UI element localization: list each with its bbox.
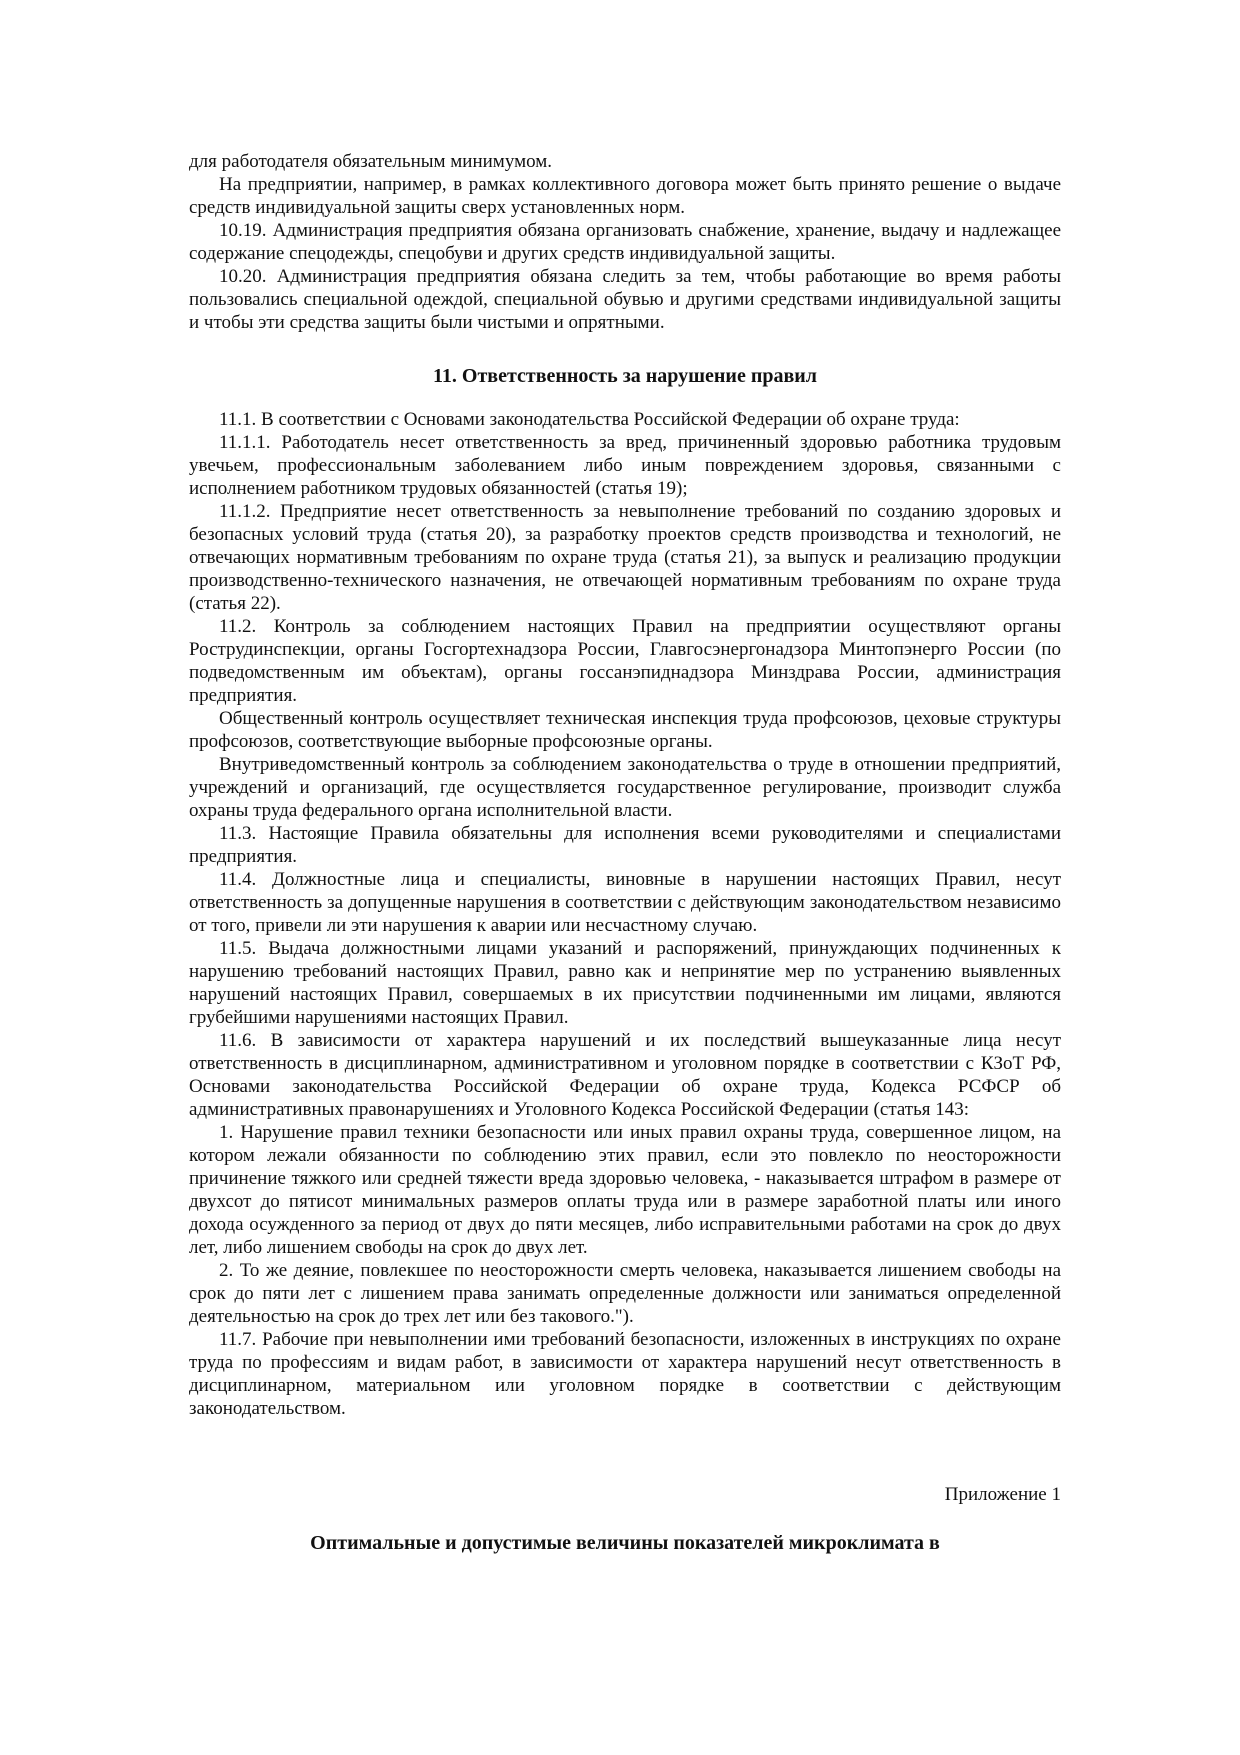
paragraph-article-143-part-2: 2. То же деяние, повлекшее по неосторожности смерть человека, наказывается лишением свободы на срок до пяти лет с лишением права занимать определенные должности или заниматься определенной деятельностью на срок до трех лет или без такового."). (189, 1260, 1061, 1327)
appendix-title: Оптимальные и допустимые величины показателей микроклимата в (310, 1532, 940, 1554)
paragraph-article-143-part-1: 1. Нарушение правил техники безопасности или иных правил охраны труда, совершенное лицом, на котором лежали обязанности по соблюдению этих правил, если это повлекло по неосторожности причинение тяжкого или средней тяжести вреда здоровью человека, - наказывается штрафом в размере от двухсот до пятисот минимальных размеров оплаты труда или в размере заработной платы или иного дохода осужденного за период от двух до пяти месяцев, либо исправительными работами на срок до двух лет, либо лишением свободы на срок до двух лет. (189, 1122, 1061, 1258)
paragraph-11-1: 11.1. В соответствии с Основами законодательства Российской Федерации об охране труда: (219, 409, 960, 430)
paragraph-11-1-2: 11.1.2. Предприятие несет ответственность за невыполнение требований по созданию здоровых и безопасных условий труда (статья 20), за разработку проектов средств производства и технологий, не отвечающих нормативным требованиям по охране труда (статья 21), за выпуск и реализацию продукции производственно-технического назначения, не отвечающей нормативным требованиям по охране труда (статья 22). (189, 501, 1061, 614)
paragraph-11-6: 11.6. В зависимости от характера нарушений и их последствий вышеуказанные лица несут ответственность в дисциплинарном, административном и уголовном порядке в соответствии с КЗоТ РФ, Основами законодательства Российской Федерации об охране труда, Кодекса РСФСР об административных правонарушениях и Уголовного Кодекса Российской Федерации (статья 143: (189, 1030, 1061, 1120)
paragraph-11-2: 11.2. Контроль за соблюдением настоящих Правил на предприятии осуществляют органы Рострудинспекции, органы Госгортехнадзора России, Главгосэнергонадзора Минтопэнерго России (по подведомственным им объектам), органы госсанэпиднадзора Минздрава России, администрация предприятия. (189, 616, 1061, 706)
paragraph-11-7: 11.7. Рабочие при невыполнении ими требований безопасности, изложенных в инструкциях по охране труда по профессиям и видам работ, в зависимости от характера нарушений несут ответственность в дисциплинарном, материальном или уголовном порядке в соответствии с действующим законодательством. (189, 1329, 1061, 1419)
paragraph-public-control: Общественный контроль осуществляет техническая инспекция труда профсоюзов, цеховые структуры профсоюзов, соответствующие выборные профсоюзные органы. (189, 708, 1061, 752)
paragraph-11-4: 11.4. Должностные лица и специалисты, виновные в нарушении настоящих Правил, несут ответственность за допущенные нарушения в соответствии с действующим законодательством независимо от того, привели ли эти нарушения к аварии или несчастному случаю. (189, 869, 1061, 936)
paragraph-11-1-1: 11.1.1. Работодатель несет ответственность за вред, причиненный здоровью работника трудовым увечьем, профессиональным заболеванием либо иным повреждением здоровья, связанными с исполнением работником трудовых обязанностей (статья 19); (189, 432, 1061, 499)
appendix-label: Приложение 1 (944, 1484, 1061, 1505)
paragraph-continuation: для работодателя обязательным минимумом. (189, 151, 553, 172)
paragraph-collective-agreement: На предприятии, например, в рамках коллективного договора может быть принято решение о выдаче средств индивидуальной защиты сверх установленных норм. (189, 174, 1061, 218)
paragraph-internal-control: Внутриведомственный контроль за соблюдением законодательства о труде в отношении предприятий, учреждений и организаций, где осуществляется государственное регулирование, производит служба охраны труда федерального органа исполнительной власти. (189, 754, 1061, 821)
paragraph-10-19: 10.19. Администрация предприятия обязана организовать снабжение, хранение, выдачу и надлежащее содержание спецодежды, спецобуви и других средств индивидуальной защиты. (189, 220, 1061, 264)
paragraph-10-20: 10.20. Администрация предприятия обязана следить за тем, чтобы работающие во время работы пользовались специальной одеждой, специальной обувью и другими средствами индивидуальной защиты и чтобы эти средства защиты были чистыми и опрятными. (189, 266, 1061, 333)
paragraph-11-5: 11.5. Выдача должностными лицами указаний и распоряжений, принуждающих подчиненных к нарушению требований настоящих Правил, равно как и непринятие мер по устранению выявленных нарушений настоящих Правил, совершаемых в их присутствии подчиненными им лицами, являются грубейшими нарушениями настоящих Правил. (189, 938, 1061, 1028)
document-page (189, 150, 1061, 1555)
section-11-heading: 11. Ответственность за нарушение правил (432, 365, 818, 387)
paragraph-11-3: 11.3. Настоящие Правила обязательны для исполнения всеми руководителями и специалистами предприятия. (189, 823, 1061, 867)
